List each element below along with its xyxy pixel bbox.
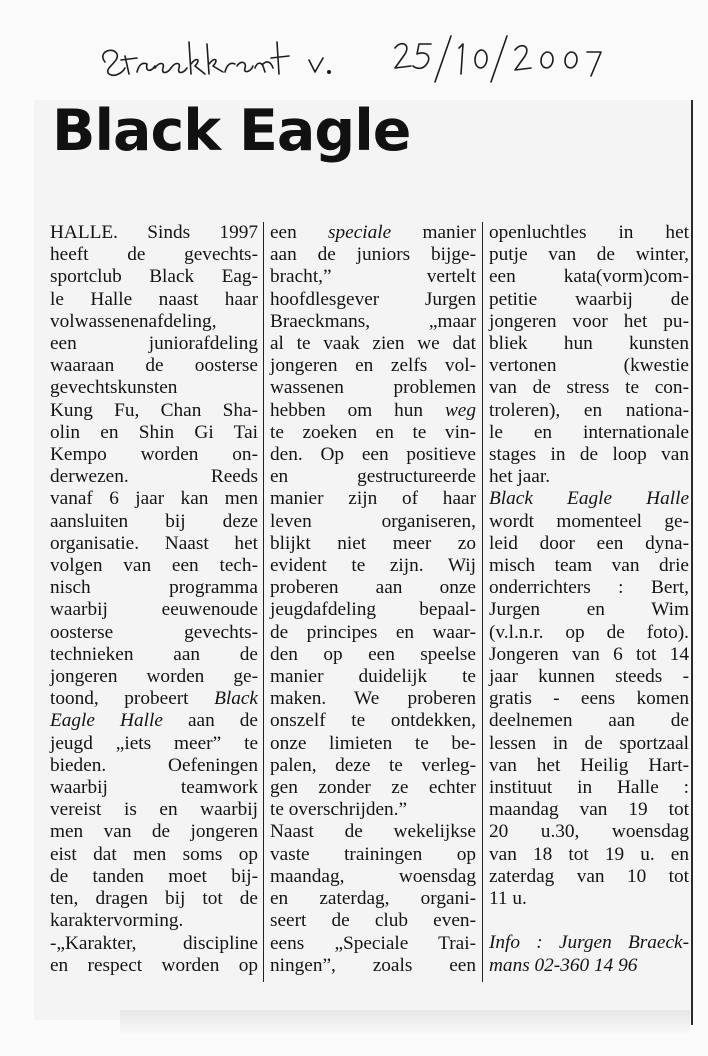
article-line: een speciale manier: [270, 222, 476, 243]
article-line: hebben om hun weg: [270, 399, 476, 421]
article-line: van 18 tot 19 u. en: [489, 843, 689, 865]
article-line: eist dat men soms op: [50, 843, 258, 865]
article-line: de principes en waar-: [270, 621, 476, 643]
article-line: bieden. Oefeningen: [50, 754, 258, 776]
article-line: toond, probeert Black: [50, 688, 258, 710]
article-line: Black Eagle Halle: [489, 488, 689, 510]
article-line: ningen”, zoals een: [270, 954, 476, 976]
article-line: jeugd „iets meer” te: [50, 732, 258, 754]
headline: Black Eagle: [52, 98, 411, 164]
article-line: derwezen. Reeds: [50, 466, 258, 488]
article-line: volgen van een tech-: [50, 555, 258, 577]
article-line: manier zijn of haar: [270, 488, 476, 510]
column-divider: [263, 222, 264, 982]
article-line: organisatie. Naast het: [50, 532, 258, 554]
article-line: nisch programma: [50, 577, 258, 599]
article-line: onszelf te ontdekken,: [270, 710, 476, 732]
article-line: stages in de loop van: [489, 444, 689, 466]
column-divider: [482, 222, 483, 982]
article-line: olin en Shin Gi Tai: [50, 421, 258, 443]
article-line: vanaf 6 jaar kan men: [50, 488, 258, 510]
article-line: jongeren en zelfs vol-: [270, 355, 476, 377]
article-line: een juniorafdeling: [50, 333, 258, 355]
article-column-2: [270, 222, 476, 1022]
article-line: onze limieten te be-: [270, 732, 476, 754]
article-line: -„Karakter, discipline: [50, 932, 258, 954]
article-line: karaktervorming.: [50, 910, 184, 932]
article-line: misch team van drie: [489, 555, 689, 577]
article-line: heeft de gevechts-: [50, 244, 258, 266]
article-line: sportclub Black Eag-: [50, 266, 258, 288]
article-line: een kata(vorm)com-: [489, 266, 689, 288]
article-line: aan de juniors bijge-: [270, 244, 476, 266]
article-column-3: [489, 222, 689, 1022]
article-line: (v.l.n.r. op de foto).: [489, 621, 689, 643]
article-line: Info : Jurgen Braeck-: [489, 932, 689, 954]
article-line: ten, dragen bij tot de: [50, 888, 258, 910]
article-line: vaste trainingen op: [270, 843, 476, 865]
article-line: vertonen (kwestie: [489, 355, 689, 377]
article-line: troleren), en nationa-: [489, 399, 689, 421]
article-line: bliek hun kunsten: [489, 333, 689, 355]
article-line: men van de jongeren: [50, 821, 258, 843]
article-line: seert de club even-: [270, 910, 476, 932]
article-line: en gestructureerde: [270, 466, 476, 488]
article-line: palen, deze te verleg-: [270, 754, 476, 776]
article-line: evident te zijn. Wij: [270, 555, 476, 577]
article-line: mans 02-360 14 96: [489, 954, 638, 976]
article-line: le Halle naast haar: [50, 288, 258, 310]
article-line: gevechtskunsten: [50, 377, 178, 399]
article-line: te zoeken en te vin-: [270, 421, 476, 443]
article-line: leid door een dyna-: [489, 532, 689, 554]
article-line: onderrichters : Bert,: [489, 577, 689, 599]
article-line: de tanden moet bij-: [50, 865, 258, 887]
article-line: proberen aan onze: [270, 577, 476, 599]
article-line: van het Heilig Hart-: [489, 754, 689, 776]
article-line: waarbij teamwork: [50, 777, 258, 799]
article-line: 11 u.: [489, 888, 527, 910]
article-line: en zaterdag, organi-: [270, 888, 476, 910]
article-line: wordt momenteel ge-: [489, 510, 689, 532]
article-line: 20 u.30, woensdag: [489, 821, 689, 843]
article-line: petitie waarbij de: [489, 288, 689, 310]
article-line: het jaar.: [489, 466, 551, 488]
article-line: Braeckmans, „maar: [270, 310, 476, 332]
article-line: gratis - eens komen: [489, 688, 689, 710]
article-line: lessen in de sportzaal: [489, 732, 689, 754]
article-line: maandag van 19 tot: [489, 799, 689, 821]
article-line: en respect worden op: [50, 954, 258, 976]
article-line: HALLE. Sinds 1997: [50, 222, 258, 243]
article-line: manier duidelijk te: [270, 666, 476, 688]
article-line: jaar kunnen steeds -: [489, 666, 689, 688]
article-line: instituut in Halle :: [489, 777, 689, 799]
article-line: Jongeren van 6 tot 14: [489, 643, 689, 665]
article-line: maandag, woensdag: [270, 865, 476, 887]
article-line: Kung Fu, Chan Sha-: [50, 399, 258, 421]
article-line: zaterdag van 10 tot: [489, 865, 689, 887]
article-line: blijkt niet meer zo: [270, 532, 476, 554]
article-line: waaraan de oosterse: [50, 355, 258, 377]
article-line: leven organiseren,: [270, 510, 476, 532]
article-column-1: [50, 222, 258, 1022]
article-line: bracht,” vertelt: [270, 266, 476, 288]
article-line: al te vaak zien we dat: [270, 333, 476, 355]
article-line: den. Op een positieve: [270, 444, 476, 466]
article-line: jongeren voor het pu-: [489, 310, 689, 332]
article-line: maken. We proberen: [270, 688, 476, 710]
article-line: putje van de winter,: [489, 244, 689, 266]
article-line: den op een speelse: [270, 643, 476, 665]
article-line: oosterse gevechts-: [50, 621, 258, 643]
clipping-edge-line: [691, 100, 693, 1025]
article-line: [489, 910, 689, 932]
article-line: openluchtles in het: [489, 222, 689, 243]
article-line: te overschrijden.”: [270, 799, 408, 821]
article-line: Eagle Halle aan de: [50, 710, 258, 732]
article-line: wassenen problemen: [270, 377, 476, 399]
article-line: hoofdlesgever Jurgen: [270, 288, 476, 310]
article-line: waarbij eeuwenoude: [50, 599, 258, 621]
article-line: aansluiten bij deze: [50, 510, 258, 532]
article-line: le en internationale: [489, 421, 689, 443]
article-line: deelnemen aan de: [489, 710, 689, 732]
article-line: jeugdafdeling bepaal-: [270, 599, 476, 621]
article-line: volwassenenafdeling,: [50, 310, 217, 332]
handwritten-source-note: [95, 22, 635, 94]
article-line: vereist is en waarbij: [50, 799, 258, 821]
article-line: Naast de wekelijkse: [270, 821, 476, 843]
article-line: jongeren worden ge-: [50, 666, 258, 688]
article-line: Jurgen en Wim: [489, 599, 689, 621]
article-line: eens „Speciale Trai-: [270, 932, 476, 954]
article-line: technieken aan de: [50, 643, 258, 665]
article-line: gen zonder ze echter: [270, 777, 476, 799]
article-line: Kempo worden on-: [50, 444, 258, 466]
article-line: van de stress te con-: [489, 377, 689, 399]
